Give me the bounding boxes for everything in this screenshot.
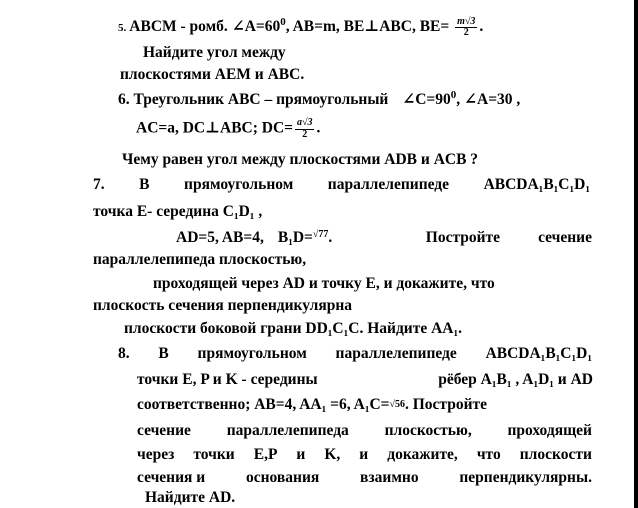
word: точки [193,446,235,463]
word: параллелепипеда [226,422,349,439]
text: 6. Треугольник ABC – прямоугольный [118,91,389,109]
problem-8-line-5 [137,446,592,465]
perp-symbol: ⊥ [364,18,380,36]
word: плоскости [519,446,592,463]
word: прямоугольном [184,176,294,193]
problem-8-line-3 [137,396,487,415]
problem-7-line-3 [176,229,592,248]
text: A=60 [244,18,281,36]
radical: √77 [312,229,329,240]
text: соответственно; AB=4, AA₁ =6, A₁C= [137,396,390,413]
problem-8-line-4 [137,422,592,441]
word: что [476,446,501,463]
right-border [634,0,638,508]
problem-8-line-6 [137,469,592,488]
word: через [137,446,175,463]
word: В [139,176,150,193]
problem-7-line-1 [93,176,590,195]
word: плоскостью, [384,422,472,439]
degree: 0 [450,89,457,101]
problem-8-line-1 [118,345,592,364]
numerator: a√3 [296,117,313,128]
word: основания [246,469,320,486]
problem-5-line-1 [118,16,483,39]
problem-6-line-3: Чему равен угол между плоскостями ADB и ACB ? [122,151,479,168]
problem-7-line-6: плоскость сечения перпендикулярна [93,297,353,314]
text: точки E, P и K - середины [137,371,318,388]
word: проходящей [507,422,592,439]
word: докажите, [387,446,458,463]
text: . [316,119,321,137]
word: прямоугольном [197,345,307,362]
degree: 0 [280,16,286,28]
problem-5-line-2: Найдите угол между [143,44,286,61]
text: A=30 , [477,91,521,109]
problem-7-line-2: точка E- середина C₁D₁ , [93,203,263,220]
problem-7-line-7: плоскости боковой грани DD₁C₁C. Найдите AA₁. [124,320,462,337]
problem-5-line-3: плоскостями AEM и ABC. [120,66,305,83]
text: , AB=m, BE [285,18,365,36]
word: параллелепипеде [327,176,450,193]
angle-symbol: ∠ [464,91,478,109]
problem-number: 7. [93,176,105,193]
fraction [295,118,315,140]
text: C=90 [415,91,451,109]
text: ABC, BE= [379,18,450,36]
problem-number: 8. [118,345,130,362]
problem-7-line-5: проходящей через AD и точку E, и докажите, что [153,275,495,292]
text: AC=a, DC [136,119,206,137]
text: . [479,18,484,36]
text: ABCM - ромб. [129,18,228,36]
word: K, [324,446,341,463]
word: перпендикулярны. [459,469,592,486]
numerator: m√3 [457,15,476,27]
word: и [296,446,306,463]
word: E,P [253,446,278,463]
problem-7-line-4: параллелепипеда плоскостью, [93,251,307,268]
problem-6-line-2 [136,118,320,140]
text: . [328,229,333,246]
word: ABCDA₁B₁C₁D₁ [483,176,590,193]
perp-symbol: ⊥ [205,119,220,137]
denominator: 2 [302,128,308,140]
angle-symbol: ∠ [402,91,416,109]
word: Постройте [425,229,501,246]
text: рёбер A₁B₁ , A₁D₁ и AD [438,371,593,388]
word: сечение [137,422,191,439]
problem-6-line-1 [118,89,520,110]
word: ABCDA₁B₁C₁D₁ [485,345,592,362]
problem-8-line-7: Найдите AD. [145,489,236,506]
word: и [359,446,369,463]
word: сечения и [137,469,206,486]
problem-8-line-2 [137,371,593,390]
text: B₁D= [277,229,313,246]
angle-symbol: ∠ [231,18,245,36]
text: , [456,91,461,109]
denominator: 2 [463,27,469,39]
word: параллелепипеде [335,345,457,362]
radical: √56 [389,399,405,410]
text: . Постройте [405,396,488,413]
word: взаимно [360,469,419,486]
fraction [455,17,477,39]
word: сечение [538,229,592,246]
text: ABC; DC= [220,119,293,137]
problem-number: 5. [118,22,127,35]
text: AD=5, AB=4, [176,229,264,246]
word: В [158,345,169,362]
